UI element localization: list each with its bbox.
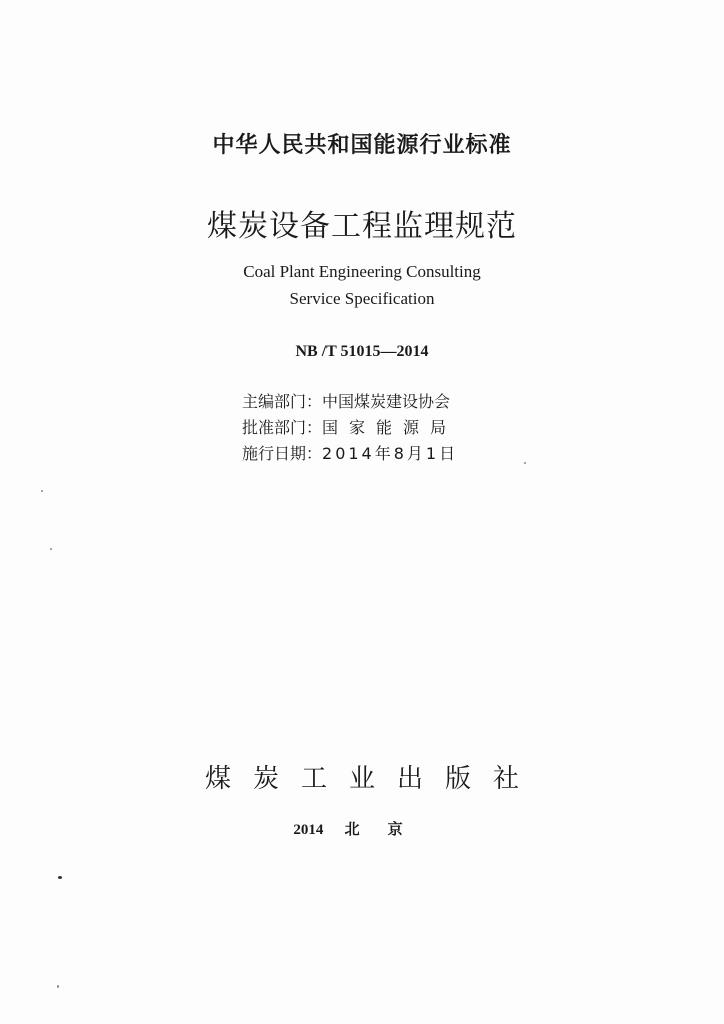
title-english-line1: Coal Plant Engineering Consulting [243, 262, 481, 281]
standard-number: NB /T 51015—2014 [295, 343, 429, 360]
info-block [242, 389, 458, 467]
info-label: 主编部门： [242, 392, 323, 411]
scan-speck [50, 548, 52, 550]
info-value: 中国煤炭建设协会 [322, 392, 451, 411]
standard-category: 中华人民共和国能源行业标准 [212, 133, 512, 158]
info-row-effective-date [242, 441, 458, 467]
publish-city: 北京 [344, 820, 431, 838]
scan-speck [57, 985, 59, 988]
publisher: 煤炭工业出版社 [204, 764, 541, 794]
info-row-editor [242, 389, 458, 415]
scan-speck [41, 490, 43, 492]
scan-speck [58, 876, 62, 879]
info-label: 施行日期： [242, 444, 323, 463]
title-chinese: 煤炭设备工程监理规范 [207, 209, 517, 244]
info-value: 国家能源局 [322, 418, 458, 437]
title-english-line2: Service Specification [289, 289, 435, 308]
publish-line [0, 818, 724, 839]
info-value: 2014年8月1日 [322, 444, 459, 463]
info-label: 批准部门： [242, 418, 323, 437]
publish-year: 2014 [293, 822, 324, 838]
scan-speck [524, 462, 526, 464]
info-row-approver [242, 415, 458, 441]
